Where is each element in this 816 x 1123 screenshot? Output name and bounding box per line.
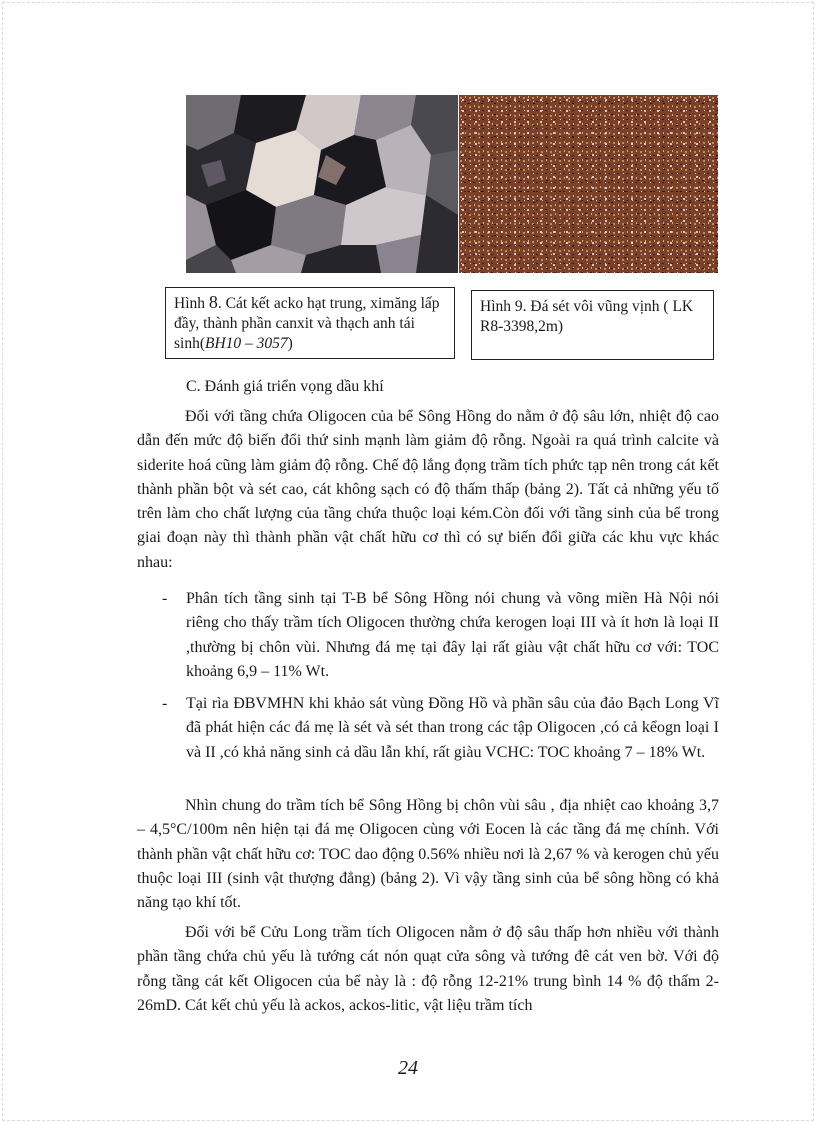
bullet-list bbox=[162, 587, 719, 765]
paragraph-3: Đối với bể Cửu Long trầm tích Oligocen nằm ở độ sâu thấp hơn nhiều với thành phần tầng chứa chủ yếu là tướng cát nón quạt cửa sông và tướng đê cát ven bờ. Với độ rỗng tầng cát kết Oligocen của bể này là : độ rỗng 12-21% trung bình 14 % độ thấm 2- 26mD. Cát kết chủ yếu là ackos, ackos-litic, vật liệu trầm tích bbox=[137, 924, 719, 1014]
figure-8-prefix: Hình bbox=[174, 295, 209, 312]
bullet-text: Phân tích tầng sinh tại T-B bể Sông Hồng nói chung và võng miền Hà Nội nói riêng cho thấy trầm tích Oligocen thường chứa kerogen loại III và ít hơn là loại II ,thường bị chôn vùi. Nhưng đá mẹ tại đây lại rất giàu vật chất hữu cơ với: TOC khoảng 6,9 – 11% Wt. bbox=[186, 590, 719, 680]
paragraph-2: Nhìn chung do trầm tích bể Sông Hồng bị chôn vùi sâu , địa nhiệt cao khoảng 3,7 – 4,5°C/100m nên hiện tại đá mẹ Oligocen cùng với Eocen là các tầng đá mẹ chính. Với thành phần vật chất hữu cơ: TOC dao động 0.56% nhiều nơi là 2,67 % và kerogen chủ yếu thuộc loại III (sinh vật thượng đẳng) (bảng 2). Vì vậy tầng sinh của bể sông hồng có khả năng tạo khí tốt. bbox=[137, 797, 719, 912]
bullet-marker: - bbox=[162, 590, 168, 607]
figure-8-text: . Cát kết acko hạt trung, ximăng lấp đầy, thành phần canxit và thạch anh tái sinh( bbox=[174, 295, 440, 352]
page-number: 24 bbox=[398, 1057, 418, 1079]
thin-section-photo-calcareous-clay bbox=[459, 95, 718, 273]
paragraph-3-block bbox=[137, 921, 719, 1018]
bullet-text: Tại rìa ĐBVMHN khi khảo sát vùng Đồng Hồ và phần sâu của đảo Bạch Long Vĩ đã phát hiện các đá mẹ là sét và sét than trong các tập Oligocen ,có cả kểogn loại I và II ,có khả năng sinh cả dầu lẫn khí, rất giàu VCHC: TOC khoảng 7 – 18% Wt. bbox=[186, 695, 719, 761]
bullet-item bbox=[162, 587, 719, 684]
figure-9-caption: Hình 9. Đá sét vôi vũng vịnh ( LK R8-3398,2m) bbox=[471, 290, 714, 360]
bullet-item bbox=[162, 692, 719, 765]
figure-8-close: ) bbox=[287, 335, 293, 352]
figure-8-number: 8 bbox=[208, 292, 218, 312]
figure-8-sample: BH10 – 3057 bbox=[205, 335, 288, 352]
figure-8-caption bbox=[165, 287, 455, 359]
section-heading: C. Đánh giá triển vọng dầu khí bbox=[186, 378, 384, 395]
paragraph-2-block bbox=[137, 794, 719, 915]
paragraph-1: Đối với tầng chứa Oligocen của bể Sông Hồng do nằm ở độ sâu lớn, nhiệt độ cao dẫn đến mức độ biến đổi thứ sinh mạnh làm giảm độ rỗng. Ngoài ra quá trình calcite và siderite hoá cũng làm giảm độ rỗng. Chế độ lắng đọng trầm tích phức tạp nên trong cát kết thành phần bột và sét cao, cát không sạch có độ thấm thấp (bảng 2). Tất cả những yếu tố trên làm cho chất lượng của tầng chứa thuộc loại kém.Còn đối với tầng sinh của bể trong giai đoạn này thì thành phần vật chất hữu cơ thì có sự biến đổi giữa các khu vực khác nhau: bbox=[137, 408, 719, 571]
thin-section-photo-sandstone bbox=[186, 95, 458, 273]
paragraph-1-block bbox=[137, 405, 719, 575]
bullet-marker: - bbox=[162, 695, 168, 713]
